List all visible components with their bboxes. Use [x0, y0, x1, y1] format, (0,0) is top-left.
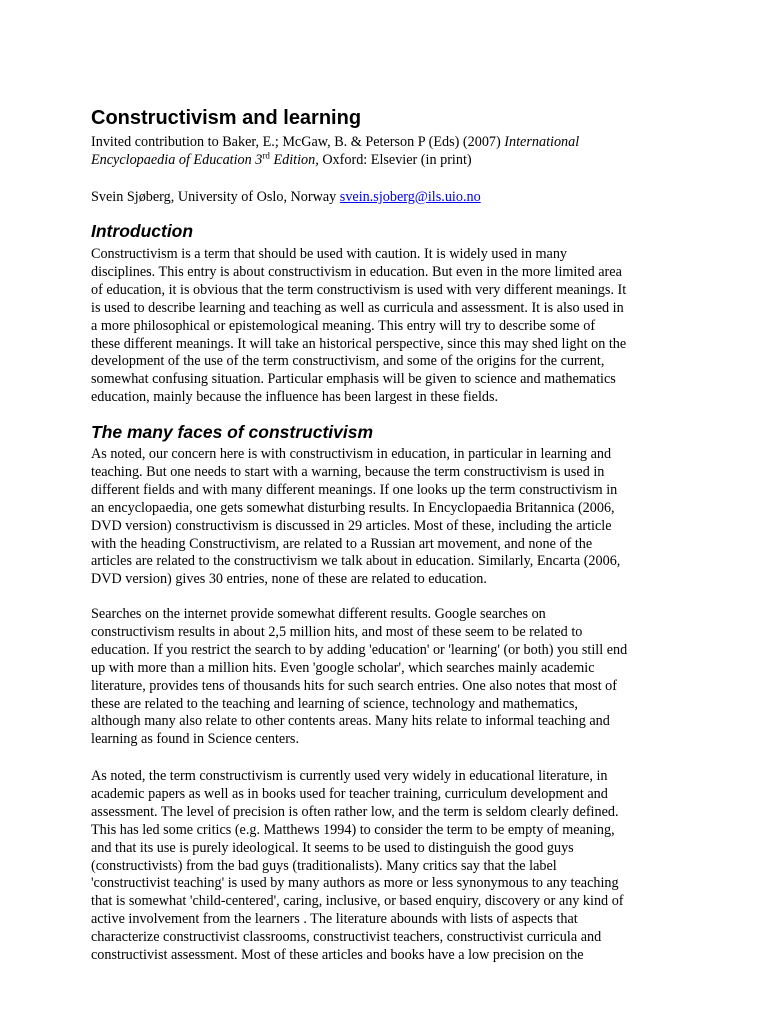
paragraph-line: an encyclopaedia, one gets somewhat disturbing results. In Encyclopaedia Britannica (2006, [91, 499, 615, 516]
paragraph-line: DVD version) gives 30 entries, none of these are related to education. [91, 571, 487, 588]
paragraph [91, 606, 691, 749]
author-email-link[interactable]: svein.sjoberg@ils.uio.no [339, 189, 481, 205]
author-line [91, 189, 691, 207]
paragraph-line: development of the use of the term constructivism, and some of the origins for the current, [91, 353, 605, 370]
paragraph-line: with the heading Constructivism, are related to a Russian art movement, and none of the [91, 535, 593, 552]
paragraph [91, 768, 691, 965]
paragraph-line: education. If you restrict the search to by adding 'education' or 'learning' (or both) you still end [91, 641, 628, 658]
paragraph-line: and that its use is purely ideological. It seems to be used to distinguish the good guys [91, 839, 574, 856]
paragraph-line: active involvement from the learners . The literature abounds with lists of aspects that [91, 911, 578, 928]
citation-line [91, 152, 691, 170]
paragraph-line: Searches on the internet provide somewhat different results. Google searches on [91, 606, 546, 622]
paragraph-line: assessment. The level of precision is often rather low, and the term is seldom clearly defined. [91, 803, 619, 820]
paragraph-line: DVD version) constructivism is discussed in 29 articles. Most of these, including the article [91, 517, 612, 534]
paragraph-line: As noted, the term constructivism is currently used very widely in educational literature, in [91, 768, 608, 784]
paragraph-line: is used to describe learning and teaching as well as curricula and assessment. It is also used in [91, 299, 624, 316]
paragraph-line: (constructivists) from the bad guys (traditionalists). Many critics say that the label [91, 857, 557, 874]
paragraph-line: teaching. But one needs to start with a warning, because the term constructivism is used in [91, 463, 605, 480]
paragraph-line: different fields and with many different meanings. If one looks up the term constructivism in [91, 481, 618, 498]
citation-text: Invited contribution to Baker, E.; McGaw, B. & Peterson P (Eds) (2007) [91, 134, 505, 150]
paragraph-line: of education, it is obvious that the term constructivism is used with very different meanings. It [91, 281, 627, 298]
paragraph-line: This has led some critics (e.g. Matthews 1994) to consider the term to be empty of meaning, [91, 821, 615, 838]
paragraph-line: literature, provides tens of thousands hits for such search entries. One also notes that most of [91, 677, 617, 694]
citation-italic: Encyclopaedia of Education 3 [91, 151, 263, 168]
paragraph [91, 446, 691, 589]
paragraph-line: a more philosophical or epistemological meaning. This entry will try to describe some of [91, 317, 596, 334]
page-title: Constructivism and learning [91, 107, 362, 129]
paragraph-line: these are related to the teaching and learning of science, technology and mathematics, [91, 695, 578, 712]
citation-line [91, 134, 691, 152]
paragraph-line: articles are related to the constructivism we talk about in education. Similarly, Encarta (2006, [91, 553, 621, 570]
paragraph-line: academic papers as well as in books used for teacher training, curriculum development and [91, 785, 608, 802]
paragraph-line: education, mainly because the influence has been largest in these fields. [91, 389, 499, 406]
paragraph-line: learning as found in Science centers. [91, 731, 300, 748]
citation-text: Oxford: Elsevier (in print) [318, 151, 472, 168]
section-heading: Introduction [91, 221, 194, 241]
paragraph-line: 'constructivist teaching' is used by many authors as more or less synonymous to any teaching [91, 875, 619, 892]
paragraph-line: up with more than a million hits. Even 'google scholar', which searches mainly academic [91, 659, 595, 676]
paragraph-line: As noted, our concern here is with constructivism in education, in particular in learning and [91, 446, 612, 462]
paragraph-line: somewhat confusing situation. Particular emphasis will be given to science and mathematics [91, 371, 616, 388]
paragraph [91, 246, 691, 407]
paragraph-line: characterize constructivist classrooms, constructivist teachers, constructivist curricula and [91, 929, 602, 946]
section-heading: The many faces of constructivism [91, 422, 374, 442]
citation-italic: Edition, [269, 151, 319, 168]
paragraph-line: that is somewhat 'child-centered', caring, inclusive, or based enquiry, discovery or any kind of [91, 893, 624, 910]
author-text: Svein Sjøberg, University of Oslo, Norway [91, 189, 340, 205]
paragraph-line: these different meanings. It will take an historical perspective, since this may shed light on the [91, 335, 627, 352]
paragraph-line: Constructivism is a term that should be used with caution. It is widely used in many [91, 246, 568, 262]
paragraph-line: disciplines. This entry is about constructivism in education. But even in the more limited area [91, 263, 622, 280]
paragraph-line: constructivism results in about 2,5 million hits, and most of these seem to be related to [91, 623, 583, 640]
paragraph-line: although many also relate to other contents areas. Many hits relate to informal teaching and [91, 713, 610, 730]
citation [91, 134, 691, 170]
paragraph-line: constructivist assessment. Most of these articles and books have a low precision on the [91, 947, 584, 964]
citation-italic: International [504, 134, 580, 150]
citation-superscript: rd [262, 150, 270, 161]
